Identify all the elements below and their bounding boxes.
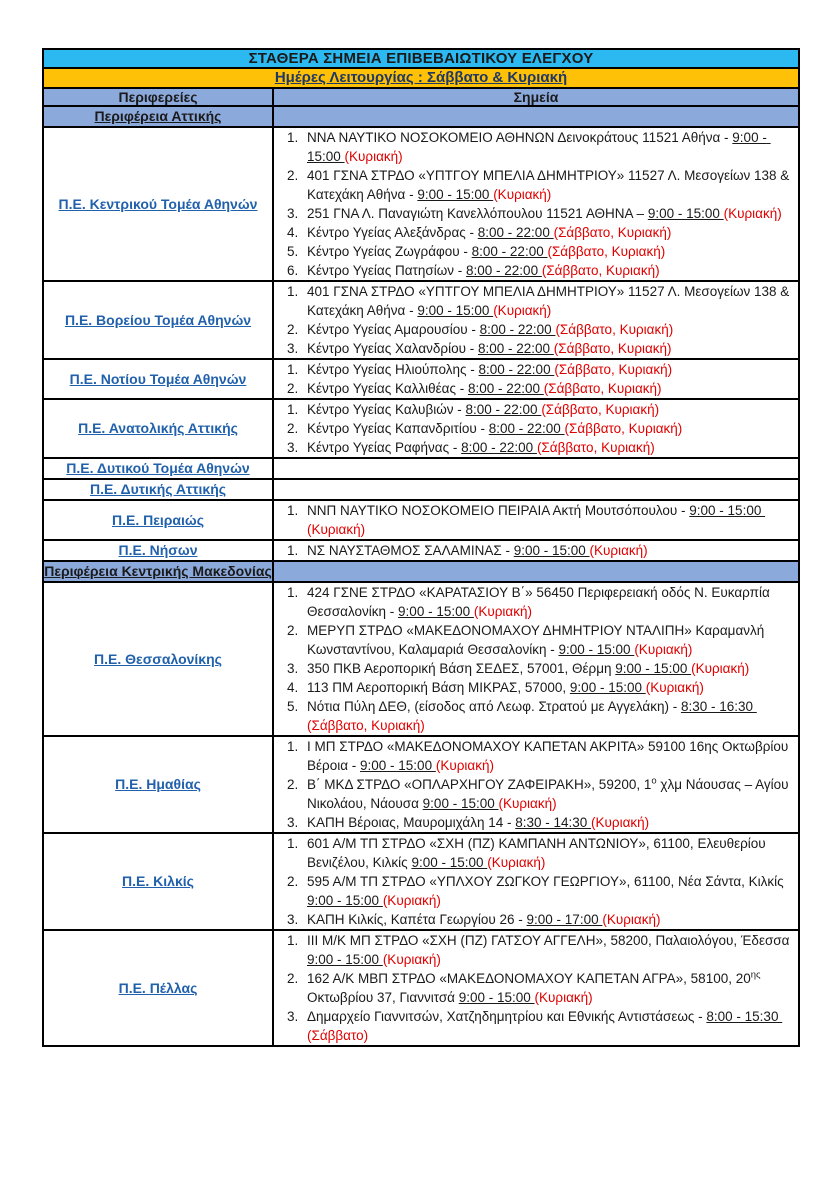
- table-row: [43, 399, 799, 458]
- table-row: [43, 540, 799, 561]
- section-row-1: [43, 106, 799, 127]
- section-header: Περιφέρεια Κεντρικής Μακεδονίας: [43, 561, 273, 582]
- table-row: [43, 458, 799, 479]
- point-item: 3. Κέντρο Υγείας Χαλανδρίου - 8:00 - 22:00 (Σάββατο, Κυριακή): [302, 339, 798, 358]
- points-list: [274, 400, 798, 457]
- region-cell: [43, 930, 273, 1046]
- point-item: 2. 162 Α/Κ ΜΒΠ ΣΤΡΔΟ «ΜΑΚΕΔΟΝΟΜΑΧΟΥ ΚΑΠΕΤΑΝ ΑΓΡΑ», 58100, $20^{\eta\varsigma}$ Οκτωβρίου 37, Γιαννιτσά 9:00 - 15:00 (Κυριακή): [302, 969, 798, 1007]
- region-cell: [43, 479, 273, 500]
- point-item: 3. Κέντρο Υγείας Ραφήνας - 8:00 - 22:00 (Σάββατο, Κυριακή): [302, 438, 798, 457]
- region-name: Π.Ε. Νοτίου Τομέα Αθηνών: [69, 370, 247, 387]
- operating-days-label: Ημέρες Λειτουργίας : Σάββατο & Κυριακή: [274, 69, 568, 86]
- page-title: ΣΤΑΘΕΡΑ ΣΗΜΕΙΑ ΕΠΙΒΕΒΑΙΩΤΙΚΟΥ ΕΛΕΓΧΟΥ: [43, 49, 799, 68]
- region-cell: [43, 582, 273, 736]
- point-item: 1. 401 ΓΣΝΑ ΣΤΡΔΟ «ΥΠΤΓΟΥ ΜΠΕΛΙΑ ΔΗΜΗΤΡΙΟΥ» 11527 Λ. Μεσογείων 138 & Κατεχάκη Αθήνα - 9:00 - 15:00 (Κυριακή): [302, 282, 798, 320]
- region-cell: [43, 458, 273, 479]
- points-list-cell: [273, 458, 799, 479]
- point-item: 2. Κέντρο Υγείας Καπανδριτίου - 8:00 - 22:00 (Σάββατο, Κυριακή): [302, 419, 798, 438]
- points-list-cell: [273, 127, 799, 281]
- region-cell: [43, 500, 273, 540]
- point-item: 2. Β΄ ΜΚΔ ΣΤΡΔΟ «ΟΠΛΑΡΧΗΓΟΥ ΖΑΦΕΙΡΑΚΗ», 59200, $1^o$ χλμ Νάουσας – Αγίου Νικολάου, Νάουσα 9:00 - 15:00 (Κυριακή): [302, 775, 798, 813]
- region-name: Π.Ε. Κεντρικού Τομέα Αθηνών: [58, 195, 258, 212]
- region-name: Π.Ε. Θεσσαλονίκης: [94, 650, 222, 667]
- points-list-cell: [273, 479, 799, 500]
- section-header-spacer: [273, 561, 799, 582]
- point-item: 1. 424 ΓΣΝΕ ΣΤΡΔΟ «ΚΑΡΑΤΑΣΙΟΥ Β΄» 56450 Περιφερειακή οδός Ν. Ευκαρπία Θεσσαλονίκη - 9:00 - 15:00 (Κυριακή): [302, 583, 798, 621]
- point-item: 3. 251 ΓΝΑ Λ. Παναγιώτη Κανελλόπουλου 11521 ΑΘΗΝΑ – 9:00 - 15:00 (Κυριακή): [302, 204, 798, 223]
- region-cell: [43, 281, 273, 359]
- table-row: [43, 500, 799, 540]
- points-list: [274, 737, 798, 832]
- column-header-row: [43, 88, 799, 106]
- table-row: [43, 127, 799, 281]
- points-list-cell: [273, 359, 799, 399]
- table-row: [43, 582, 799, 736]
- point-item: 3. ΚΑΠΗ Βέροιας, Μαυρομιχάλη 14 - 8:30 - 14:30 (Κυριακή): [302, 813, 798, 832]
- points-list-cell: [273, 500, 799, 540]
- section-row-2: [43, 561, 799, 582]
- table-row: [43, 833, 799, 930]
- point-item: 2. Κέντρο Υγείας Καλλιθέας - 8:00 - 22:00 (Σάββατο, Κυριακή): [302, 379, 798, 398]
- points-list-cell: [273, 399, 799, 458]
- region-name: Π.Ε. Κιλκίς: [122, 873, 194, 889]
- subtitle-row: [43, 68, 799, 88]
- title-row: [43, 49, 799, 68]
- point-item: 5. Νότια Πύλη ΔΕΘ, (είσοδος από Λεωφ. Στρατού με Αγγελάκη) - 8:30 - 16:30 (Σάββατο, Κυριακή): [302, 697, 798, 735]
- region-name: Π.Ε. Ανατολικής Αττικής: [78, 420, 238, 436]
- region-name: Π.Ε. Δυτικής Αττικής: [89, 481, 227, 497]
- point-item: 1. ΝΣ ΝΑΥΣΤΑΘΜΟΣ ΣΑΛΑΜΙΝΑΣ - 9:00 - 15:00 (Κυριακή): [302, 541, 798, 560]
- points-list: [274, 583, 798, 735]
- region-cell: [43, 736, 273, 833]
- point-item: 1. Κέντρο Υγείας Ηλιούπολης - 8:00 - 22:00 (Σάββατο, Κυριακή): [302, 360, 798, 379]
- points-list: [274, 541, 798, 560]
- points-list: [274, 834, 798, 929]
- point-item: 3. Δημαρχείο Γιαννιτσών, Χατζηδημητρίου και Εθνικής Αντιστάσεως - 8:00 - 15:30 (Σάββατο): [302, 1007, 798, 1045]
- point-item: 4. Κέντρο Υγείας Αλεξάνδρας - 8:00 - 22:00 (Σάββατο, Κυριακή): [302, 223, 798, 242]
- table-row: [43, 736, 799, 833]
- point-item: 1. Ι ΜΠ ΣΤΡΔΟ «ΜΑΚΕΔΟΝΟΜΑΧΟΥ ΚΑΠΕΤΑΝ ΑΚΡΙΤΑ» 59100 16ης Οκτωβρίου Βέροια - 9:00 - 15:00 (Κυριακή): [302, 737, 798, 775]
- point-item: 2. 401 ΓΣΝΑ ΣΤΡΔΟ «ΥΠΤΓΟΥ ΜΠΕΛΙΑ ΔΗΜΗΤΡΙΟΥ» 11527 Λ. Μεσογείων 138 & Κατεχάκη Αθήνα - 9:00 - 15:00 (Κυριακή): [302, 166, 798, 204]
- region-cell: [43, 540, 273, 561]
- points-list-cell: [273, 582, 799, 736]
- table-row: [43, 479, 799, 500]
- point-item: 1. Κέντρο Υγείας Καλυβιών - 8:00 - 22:00 (Σάββατο, Κυριακή): [302, 400, 798, 419]
- points-list: [274, 282, 798, 358]
- section-header-spacer: [273, 106, 799, 127]
- region-name: Π.Ε. Πειραιώς: [111, 511, 205, 528]
- points-list-cell: [273, 540, 799, 561]
- operating-days-cell: [43, 68, 799, 88]
- point-item: 1. 601 Α/Μ ΤΠ ΣΤΡΔΟ «ΣΧΗ (ΠΖ) ΚΑΜΠΑΝΗ ΑΝΤΩΝΙΟΥ», 61100, Ελευθερίου Βενιζέλου, Κιλκίς 9:00 - 15:00 (Κυριακή): [302, 834, 798, 872]
- point-item: 4. 113 ΠΜ Αεροπορική Βάση ΜΙΚΡΑΣ, 57000, 9:00 - 15:00 (Κυριακή): [302, 678, 798, 697]
- region-name: Π.Ε. Δυτικού Τομέα Αθηνών: [66, 460, 250, 476]
- table-row: [43, 930, 799, 1046]
- column-header-regions: Περιφερείες: [43, 88, 273, 106]
- point-item: 1. ΙΙΙ Μ/Κ ΜΠ ΣΤΡΔΟ «ΣΧΗ (ΠΖ) ΓΑΤΣΟΥ ΑΓΓΕΛΗ», 58200, Παλαιολόγου, Έδεσσα 9:00 - 15:00 (Κυριακή): [302, 931, 798, 969]
- point-item: 3. ΚΑΠΗ Κιλκίς, Καπέτα Γεωργίου 26 - 9:00 - 17:00 (Κυριακή): [302, 910, 798, 929]
- point-item: 2. Κέντρο Υγείας Αμαρουσίου - 8:00 - 22:00 (Σάββατο, Κυριακή): [302, 320, 798, 339]
- region-cell: [43, 399, 273, 458]
- region-cell: [43, 833, 273, 930]
- point-item: 3. 350 ΠΚΒ Αεροπορική Βάση ΣΕΔΕΣ, 57001, Θέρμη 9:00 - 15:00 (Κυριακή): [302, 659, 798, 678]
- table-row: [43, 359, 799, 399]
- table-row: [43, 281, 799, 359]
- region-name: Π.Ε. Βορείου Τομέα Αθηνών: [64, 311, 252, 328]
- column-header-points: Σημεία: [273, 88, 799, 106]
- region-name: Π.Ε. Πέλλας: [118, 979, 198, 996]
- region-cell: [43, 359, 273, 399]
- points-list: [274, 128, 798, 280]
- point-item: 1. ΝΝΑ ΝΑΥΤΙΚΟ ΝΟΣΟΚΟΜΕΙΟ ΑΘΗΝΩΝ Δεινοκράτους 11521 Αθήνα - 9:00 - 15:00 (Κυριακή): [302, 128, 798, 166]
- points-list: [274, 931, 798, 1045]
- points-list-cell: [273, 833, 799, 930]
- points-list-cell: [273, 281, 799, 359]
- region-name: Π.Ε. Νήσων: [118, 542, 198, 558]
- point-item: 2. ΜΕΡΥΠ ΣΤΡΔΟ «ΜΑΚΕΔΟΝΟΜΑΧΟΥ ΔΗΜΗΤΡΙΟΥ ΝΤΑΛΙΠΗ» Καραμανλή Κωνσταντίνου, Καλαμαριά Θεσσαλονίκη - 9:00 - 15:00 (Κυριακή): [302, 621, 798, 659]
- region-name: Π.Ε. Ημαθίας: [115, 776, 201, 792]
- region-cell: [43, 127, 273, 281]
- points-list-cell: [273, 930, 799, 1046]
- point-item: 5. Κέντρο Υγείας Ζωγράφου - 8:00 - 22:00 (Σάββατο, Κυριακή): [302, 242, 798, 261]
- points-list: [274, 501, 798, 539]
- section-header: Περιφέρεια Αττικής: [43, 106, 273, 127]
- point-item: 1. ΝΝΠ ΝΑΥΤΙΚΟ ΝΟΣΟΚΟΜΕΙΟ ΠΕΙΡΑΙΑ Ακτή Μουτσόπουλου - 9:00 - 15:00 (Κυριακή): [302, 501, 798, 539]
- checkpoint-table: [42, 48, 800, 1047]
- points-list: [274, 360, 798, 398]
- point-item: 2. 595 Α/Μ ΤΠ ΣΤΡΔΟ «ΥΠΛΧΟΥ ΖΩΓΚΟΥ ΓΕΩΡΓΙΟΥ», 61100, Νέα Σάντα, Κιλκίς 9:00 - 15:00 (Κυριακή): [302, 872, 798, 910]
- points-list-cell: [273, 736, 799, 833]
- point-item: 6. Κέντρο Υγείας Πατησίων - 8:00 - 22:00 (Σάββατο, Κυριακή): [302, 261, 798, 280]
